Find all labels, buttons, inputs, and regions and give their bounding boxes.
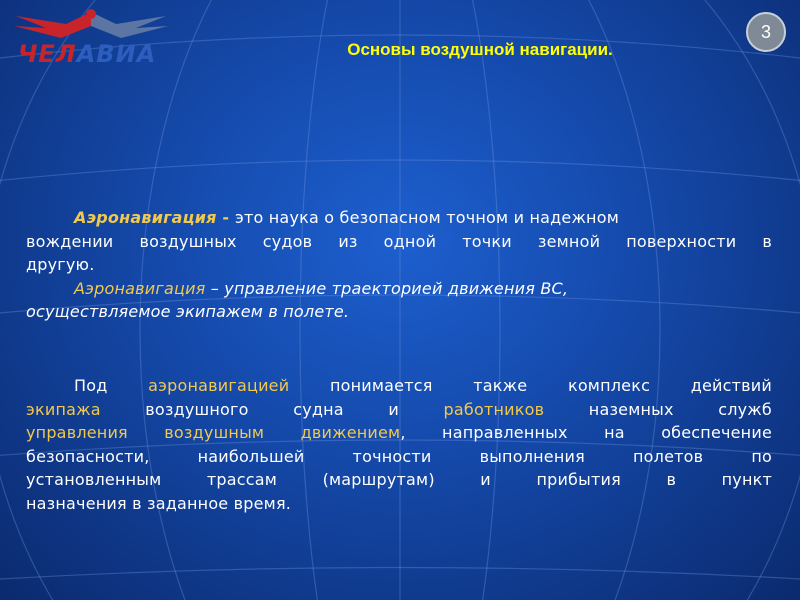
logo-text-blue: АВИА <box>76 40 157 68</box>
definition-line-1 <box>26 206 772 230</box>
highlight-crew: экипажа <box>26 399 101 419</box>
page-number-badge: 3 <box>746 12 786 52</box>
term-aeronavigation: Аэронавигация <box>74 208 217 227</box>
paragraph-line-1 <box>26 374 772 398</box>
definition-text-4: – управление траекторией движения ВС, <box>205 278 569 298</box>
paragraph-line-2 <box>26 398 772 422</box>
paragraph-text-2: воздушного судна и <box>145 399 399 419</box>
highlight-atc: управления воздушным движением <box>26 423 401 442</box>
paragraph-word-1: Под <box>74 376 108 395</box>
highlight-workers: работников <box>443 399 545 419</box>
paragraph-line-5: установленным трассам (маршрутам) и прибытия в пункт <box>26 470 772 489</box>
definition-block <box>26 206 772 324</box>
paragraph-text-1: понимается также комплекс действий <box>330 376 772 395</box>
paragraph-text-3: наземных служб <box>588 399 772 419</box>
slide-title: Основы воздушной навигации. <box>347 40 613 59</box>
paragraph-line-6: назначения в заданное время. <box>26 493 292 513</box>
highlight-aeronavigation: аэронавигацией <box>148 376 290 395</box>
paragraph-text-4: , направленных на обеспечение <box>400 423 772 442</box>
definition-line-3: другую. <box>26 255 95 274</box>
term-aeronavigation-2: Аэронавигация <box>74 278 206 298</box>
definition-line-2: вождении воздушных судов из одной точки земной поверхности в <box>26 231 772 251</box>
definition-line-4 <box>26 277 772 301</box>
wings-logo-icon <box>6 4 176 44</box>
definition-text-1: это наука о безопасном точном и надежном <box>235 208 619 227</box>
explanation-paragraph <box>26 374 772 515</box>
paragraph-line-4: безопасности, наибольшей точности выполнения полетов по <box>26 446 772 466</box>
term-dash: - <box>216 208 235 227</box>
definition-line-5: осуществляемое экипажем в полете. <box>26 302 350 321</box>
paragraph-line-3 <box>26 421 772 445</box>
logo-text-red: ЧЕЛ <box>18 40 77 68</box>
